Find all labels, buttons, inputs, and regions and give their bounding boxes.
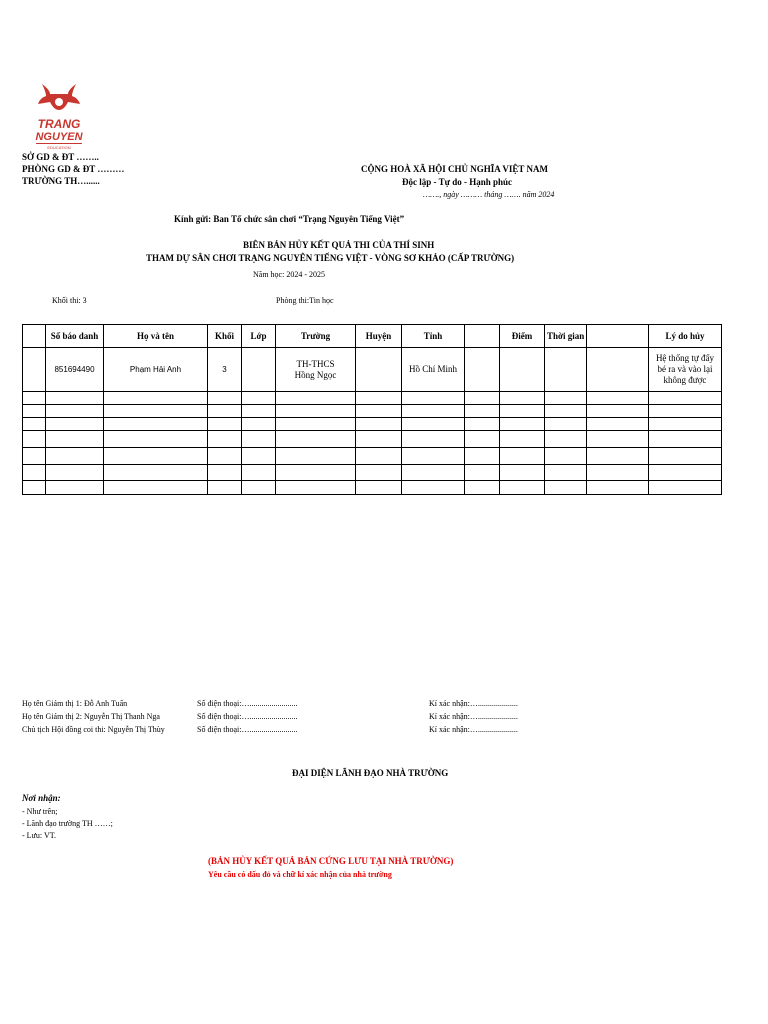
bureau-of-education: PHÒNG GD & ĐT ……… (22, 164, 125, 174)
table-row (23, 481, 722, 495)
invigilator-2-sign: Kí xác nhận:….................... (429, 712, 518, 721)
table-row (23, 418, 722, 431)
cell-province: Hồ Chí Minh (402, 348, 465, 392)
recipients-label: Nơi nhận: (22, 793, 61, 803)
cell-name: Phạm Hải Anh (104, 348, 208, 392)
invigilator-1-sign: Kí xác nhận:….................... (429, 699, 518, 708)
table-row (23, 405, 722, 418)
svg-text:NGUYEN: NGUYEN (35, 131, 83, 143)
exam-council-chair: Chủ tịch Hội đồng coi thi: Nguyễn Thị Thùy (22, 725, 165, 734)
header-grade: Khối (208, 325, 242, 348)
exam-grade: Khối thi: 3 (52, 296, 87, 305)
exam-council-chair-sign: Kí xác nhận:….................... (429, 725, 518, 734)
country-name: CỘNG HOÀ XÃ HỘI CHỦ NGHĨA VIỆT NAM (361, 164, 548, 174)
document-subtitle: THAM DỰ SÂN CHƠI TRẠNG NGUYÊN TIẾNG VIỆT - VÒNG SƠ KHẢO (CẤP TRƯỜNG) (146, 253, 515, 263)
table-cell (587, 348, 649, 392)
cell-school: TH-THCS Hồng Ngọc (276, 348, 356, 392)
table-cell (465, 348, 500, 392)
table-row (23, 431, 722, 448)
header-time: Thời gian (545, 325, 587, 348)
cell-reason: Hệ thống tự đẩy bé ra và vào lại không được (649, 348, 722, 392)
school-leadership: ĐẠI DIỆN LÃNH ĐẠO NHÀ TRƯỜNG (292, 768, 449, 778)
header-score: Điểm (500, 325, 545, 348)
invigilator-1: Họ tên Giám thị 1: Đỗ Anh Tuấn (22, 699, 128, 708)
table-row (23, 392, 722, 405)
header-cell (23, 325, 46, 348)
header-district: Huyện (356, 325, 402, 348)
cell-time (545, 348, 587, 392)
header-cell (465, 325, 500, 348)
header-school: Trường (276, 325, 356, 348)
recipient-item: - Như trên; (22, 807, 58, 816)
invigilator-1-phone: Số điện thoại:…........................ (197, 699, 298, 708)
table-row (23, 448, 722, 465)
table-cell (23, 348, 46, 392)
cell-sbd: 851694490 (46, 348, 104, 392)
header-reason: Lý do hủy (649, 325, 722, 348)
header-name: Họ và tên (104, 325, 208, 348)
department-of-education: SỞ GD & ĐT …….. (22, 152, 99, 162)
cell-class (242, 348, 276, 392)
national-motto: Độc lập - Tự do - Hạnh phúc (402, 177, 513, 187)
table-row (23, 465, 722, 481)
cell-grade: 3 (208, 348, 242, 392)
cell-district (356, 348, 402, 392)
storage-note: (BẢN HỦY KẾT QUẢ BẢN CỨNG LƯU TẠI NHÀ TRƯỜNG) (208, 856, 454, 866)
date-line: ……., ngày ……… tháng ……. năm 2024 (423, 190, 555, 199)
header-sbd: Số báo danh (46, 325, 104, 348)
school-year: Năm học: 2024 - 2025 (253, 270, 325, 279)
school-name: TRƯỜNG TH…...... (22, 176, 100, 186)
invigilator-2-phone: Số điện thoại:…........................ (197, 712, 298, 721)
cell-score (500, 348, 545, 392)
exam-room: Phòng thi:Tin học (276, 296, 334, 305)
invigilator-2: Họ tên Giám thị 2: Nguyễn Thị Thanh Nga (22, 712, 160, 721)
table-row (23, 348, 722, 392)
document-title: BIÊN BẢN HỦY KẾT QUẢ THI CỦA THÍ SINH (243, 240, 435, 250)
cancellation-table (22, 324, 722, 495)
recipient-line: Kính gửi: Ban Tổ chức sân chơi “Trạng Nguyên Tiếng Việt” (174, 214, 405, 224)
exam-council-chair-phone: Số điện thoại:…........................ (197, 725, 298, 734)
trang-nguyen-logo (28, 80, 90, 150)
header-class: Lớp (242, 325, 276, 348)
recipient-item: - Lưu: VT. (22, 831, 57, 840)
stamp-requirement-note: Yêu cầu có dấu đỏ và chữ kí xác nhận của nhà trường (208, 870, 392, 879)
recipient-item: - Lãnh đạo trường TH ……; (22, 819, 113, 828)
table-header-row (23, 325, 722, 348)
header-cell (587, 325, 649, 348)
svg-text:EDUCATION: EDUCATION (47, 145, 71, 150)
header-province: Tỉnh (402, 325, 465, 348)
svg-text:TRANG: TRANG (37, 117, 81, 131)
